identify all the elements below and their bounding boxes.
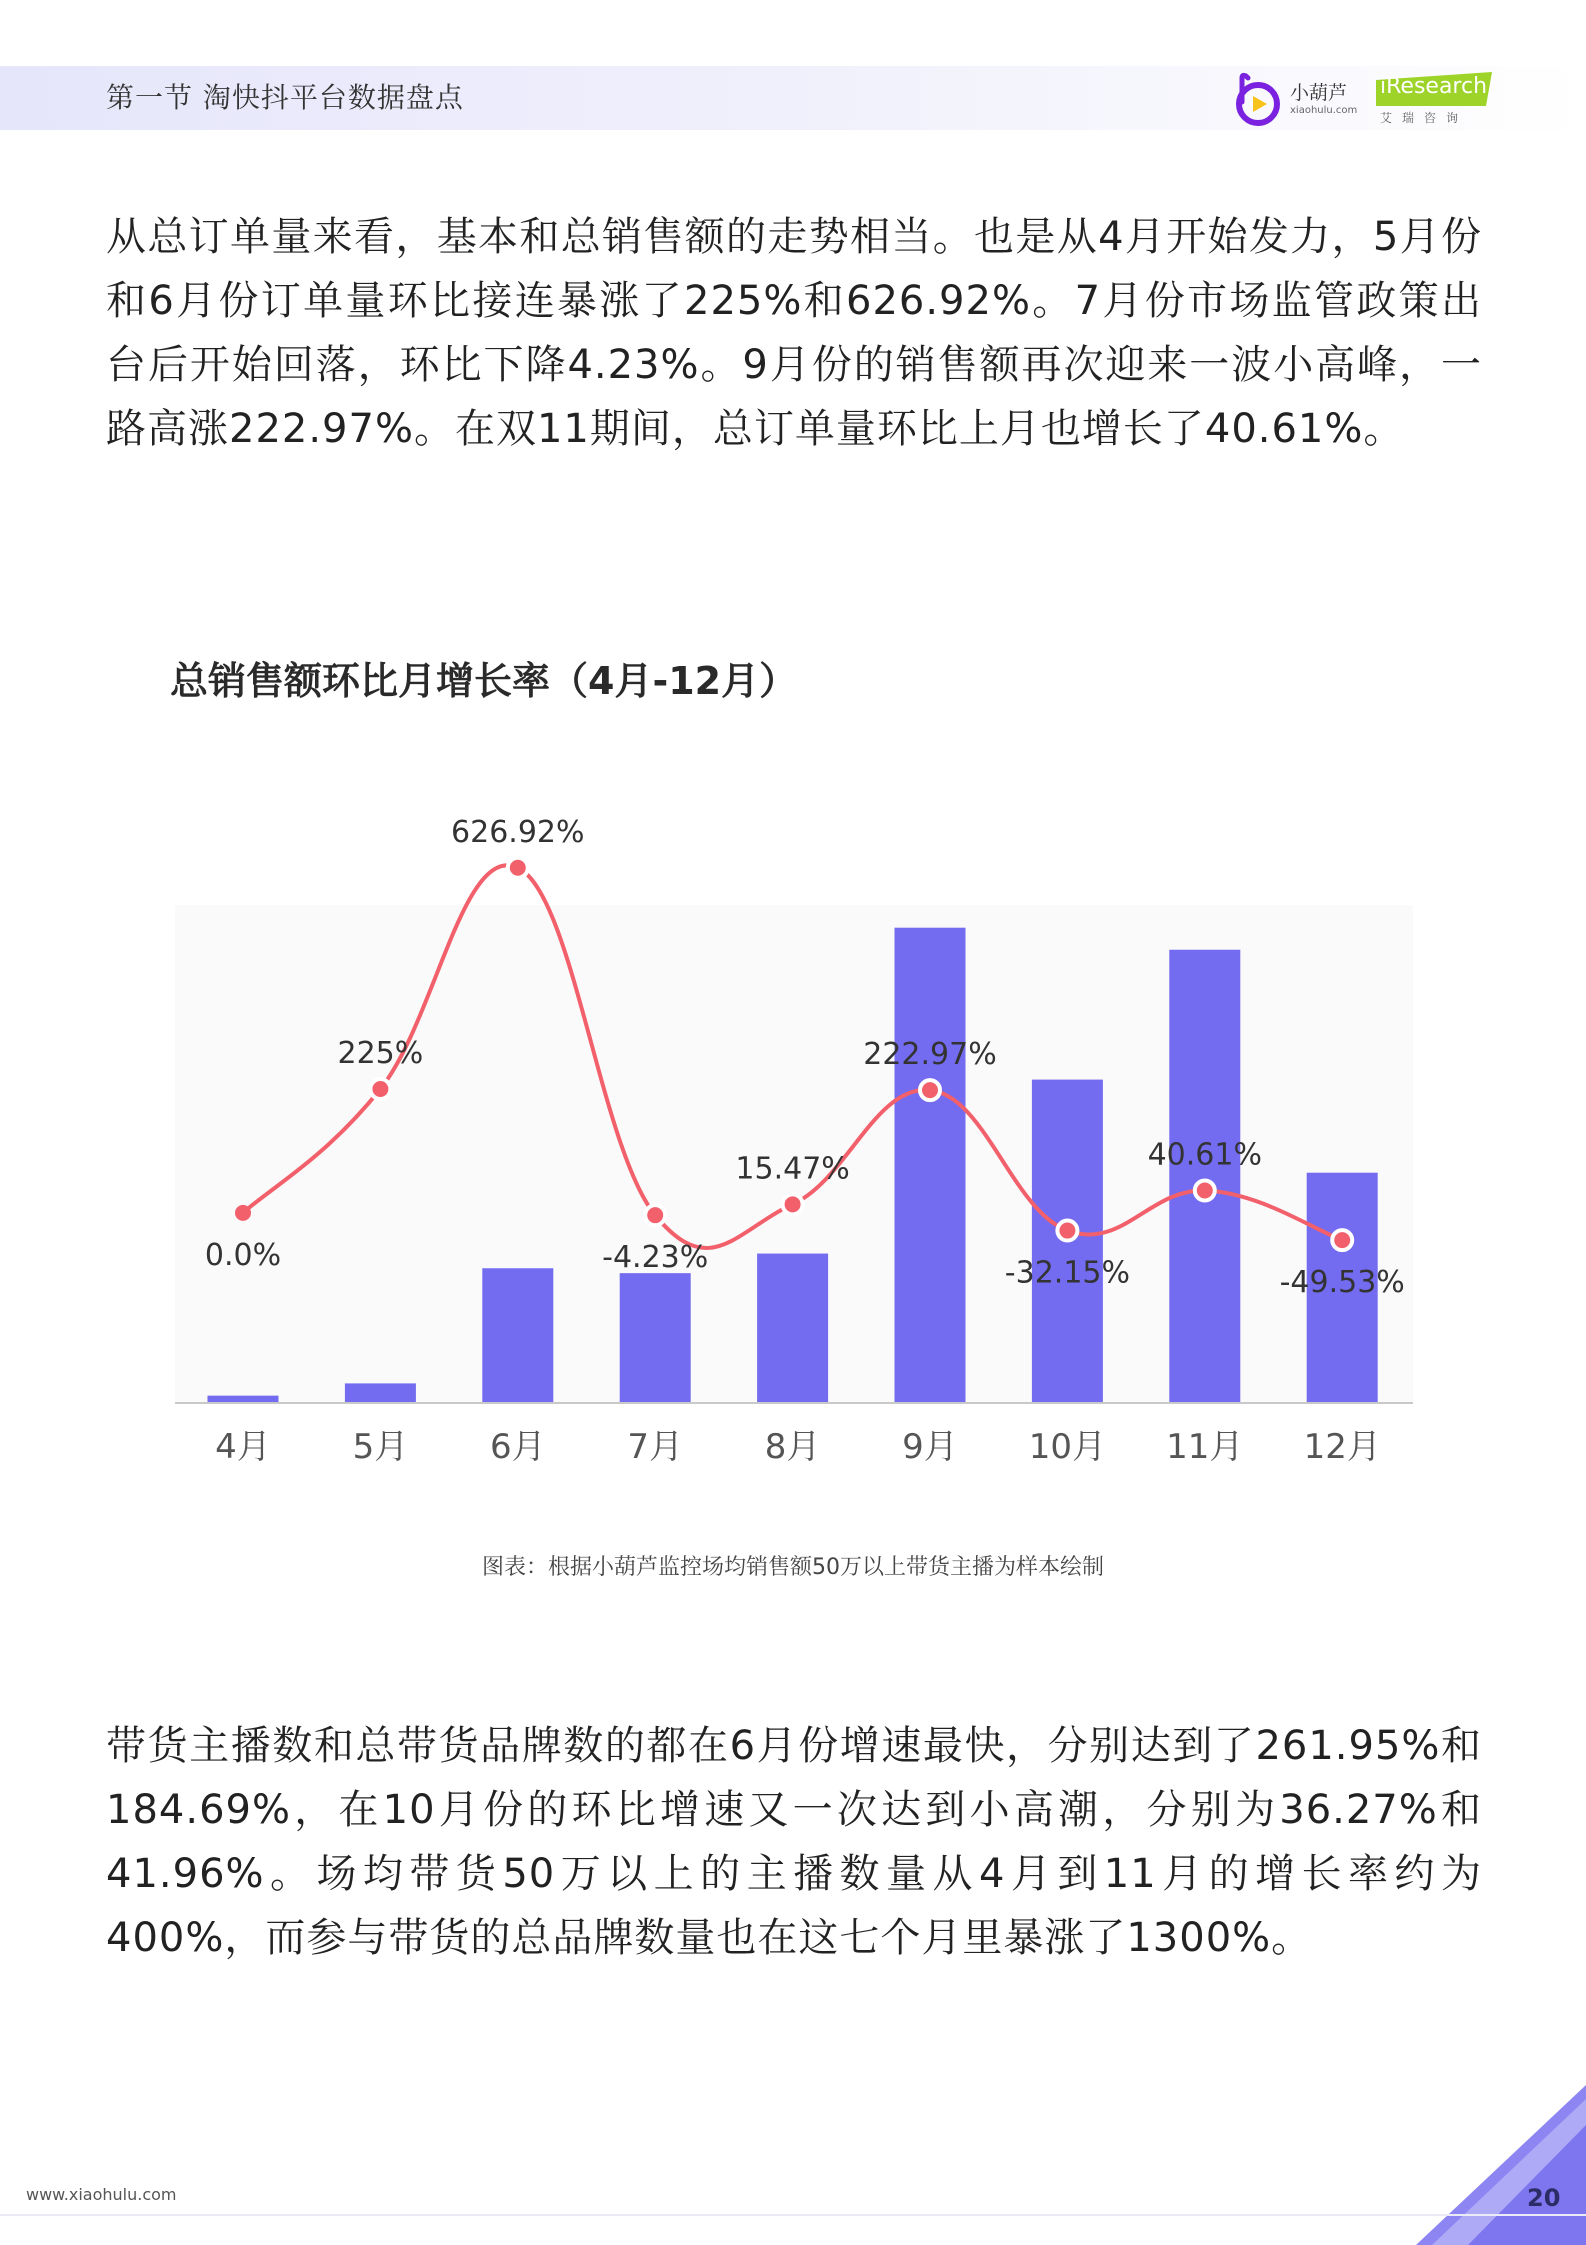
line-data-label: -32.15% (1004, 1255, 1131, 1291)
line-data-label: 626.92% (451, 814, 585, 850)
footer-url: www.xiaohulu.com (26, 2185, 177, 2204)
line-data-label: 15.47% (735, 1151, 850, 1187)
chart-title: 总销售额环比月增长率（4月-12月） (170, 659, 798, 703)
corner-decoration (1376, 2085, 1586, 2245)
chart-caption: 图表：根据小葫芦监控场均销售额50万以上带货主播为样本绘制 (482, 1555, 1104, 1580)
bar-11月 (1169, 950, 1240, 1403)
x-tick-label: 4月 (215, 1427, 271, 1467)
bar-9月 (895, 928, 966, 1403)
xiaohulu-logo-en: xiaohulu.com (1290, 105, 1358, 116)
x-tick-label: 8月 (764, 1427, 821, 1467)
page-number: 20 (1527, 2184, 1561, 2212)
bar-5月 (345, 1383, 416, 1403)
bar-4月 (208, 1396, 279, 1403)
line-point-5月 (370, 1079, 390, 1099)
line-point-11月 (1195, 1181, 1215, 1201)
x-tick-label: 11月 (1166, 1427, 1244, 1467)
line-point-9月 (920, 1080, 940, 1100)
line-data-label: 0.0% (204, 1237, 282, 1273)
line-data-label: -4.23% (602, 1240, 709, 1276)
line-data-label: 222.97% (863, 1037, 997, 1073)
line-point-12月 (1332, 1230, 1352, 1250)
bar-7月 (620, 1273, 691, 1403)
paragraph-orders: 从总订单量来看，基本和总销售额的走势相当。也是从4月开始发力，5月份和6月份订单量环比接连暴涨了225%和626.92%。7月份市场监管政策出台后开始回落，环比下降4.23%。9月份的销售额再次迎来一波小高峰，一路高涨222.97%。在双11期间，总订单量环比上月也增长了40.61%。 (106, 214, 1482, 452)
line-point-7月 (645, 1205, 665, 1225)
line-point-4月 (235, 1205, 251, 1221)
paragraph-anchors-brands: 带货主播数和总带货品牌数的都在6月份增速最快，分别达到了261.95%和184.69%，在10月份的环比增速又一次达到小高潮，分别为36.27%和41.96%。场均带货50万以上的主播数量从4月到11月的增长率约为400%，而参与带货的总品牌数量也在这七个月里暴涨了1300%。 (106, 1723, 1482, 1961)
x-tick-label: 10月 (1028, 1427, 1107, 1467)
xiaohulu-logo-cn: 小葫芦 (1290, 82, 1348, 104)
x-tick-label: 9月 (902, 1427, 958, 1467)
line-data-label: -49.53% (1279, 1265, 1405, 1301)
line-point-8月 (783, 1194, 803, 1214)
section-title: 第一节 淘快抖平台数据盘点 (106, 81, 464, 114)
x-tick-label: 6月 (489, 1427, 546, 1467)
iresearch-logo-en: iResearch (1380, 74, 1488, 99)
x-tick-label: 5月 (352, 1427, 409, 1467)
line-data-label: 40.61% (1147, 1137, 1262, 1173)
x-tick-label: 7月 (627, 1427, 684, 1467)
x-tick-label: 12月 (1303, 1427, 1381, 1467)
line-data-label: 225% (337, 1036, 424, 1071)
bar-8月 (757, 1254, 828, 1403)
footer-line (0, 2214, 1586, 2216)
bar-6月 (482, 1268, 553, 1403)
line-point-6月 (508, 858, 528, 878)
line-point-10月 (1057, 1221, 1077, 1241)
iresearch-logo-cn: 艾瑞咨询 (1380, 111, 1469, 125)
